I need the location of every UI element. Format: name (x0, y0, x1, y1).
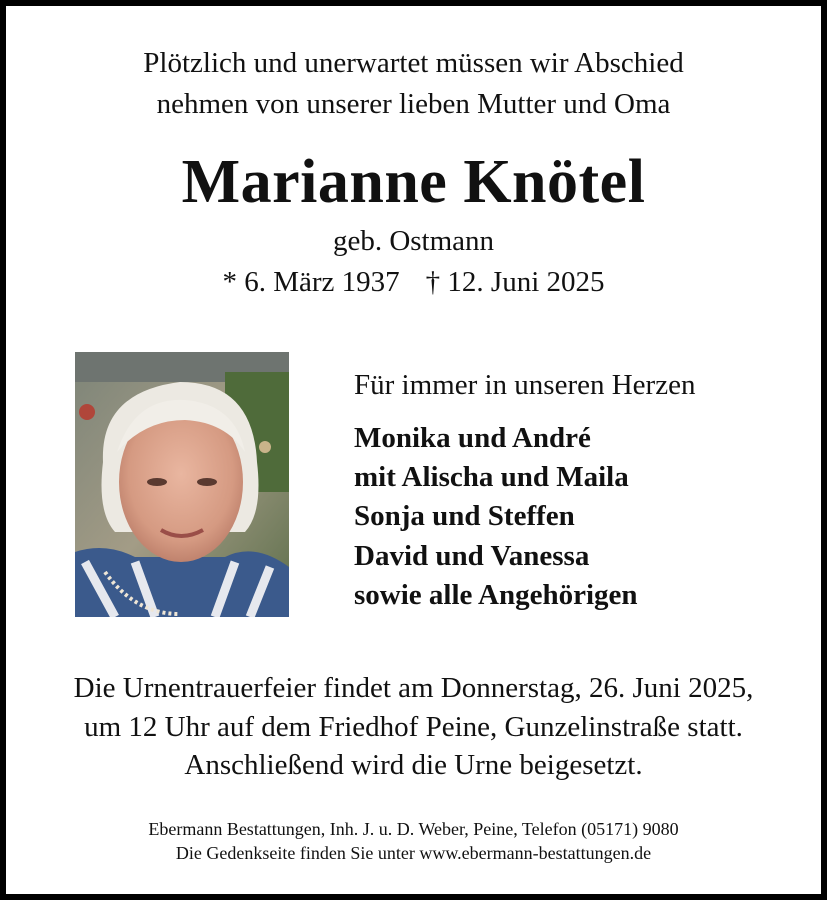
mourner-line: Monika und André (354, 422, 591, 454)
funeral-home-info: Ebermann Bestattungen, Inh. J. u. D. Weber, Peine, Telefon (05171) 9080 (148, 819, 679, 839)
birth-date: * 6. März 1937 (222, 266, 400, 298)
mourner-line: sowie alle Angehörigen (354, 579, 638, 611)
ceremony-line-2: um 12 Uhr auf dem Friedhof Peine, Gunzelinstraße statt. (84, 711, 743, 743)
ceremony-line-3: Anschließend wird die Urne beigesetzt. (184, 749, 643, 781)
birth-name: geb. Ostmann (332, 225, 495, 257)
memorial-heading: Für immer in unseren Herzen (354, 369, 696, 401)
ceremony-line-1: Die Urnentrauerfeier findet am Donnerstag, 26. Juni 2025, (73, 672, 754, 704)
intro-line-2: nehmen von unserer lieben Mutter und Oma (156, 88, 671, 120)
life-dates (6, 264, 821, 300)
mourner-line: mit Alischa und Maila (354, 461, 629, 493)
memorial-website-info: Die Gedenkseite finden Sie unter www.ebermann-bestattungen.de (175, 843, 652, 863)
death-date: † 12. Juni 2025 (425, 266, 605, 298)
mourner-line: David und Vanessa (354, 540, 590, 572)
intro-line-1: Plötzlich und unerwartet müssen wir Abschied (143, 47, 684, 79)
portrait-photo (75, 352, 289, 617)
deceased-name: Marianne Knötel (181, 148, 646, 216)
mourner-line: Sonja und Steffen (354, 500, 575, 532)
